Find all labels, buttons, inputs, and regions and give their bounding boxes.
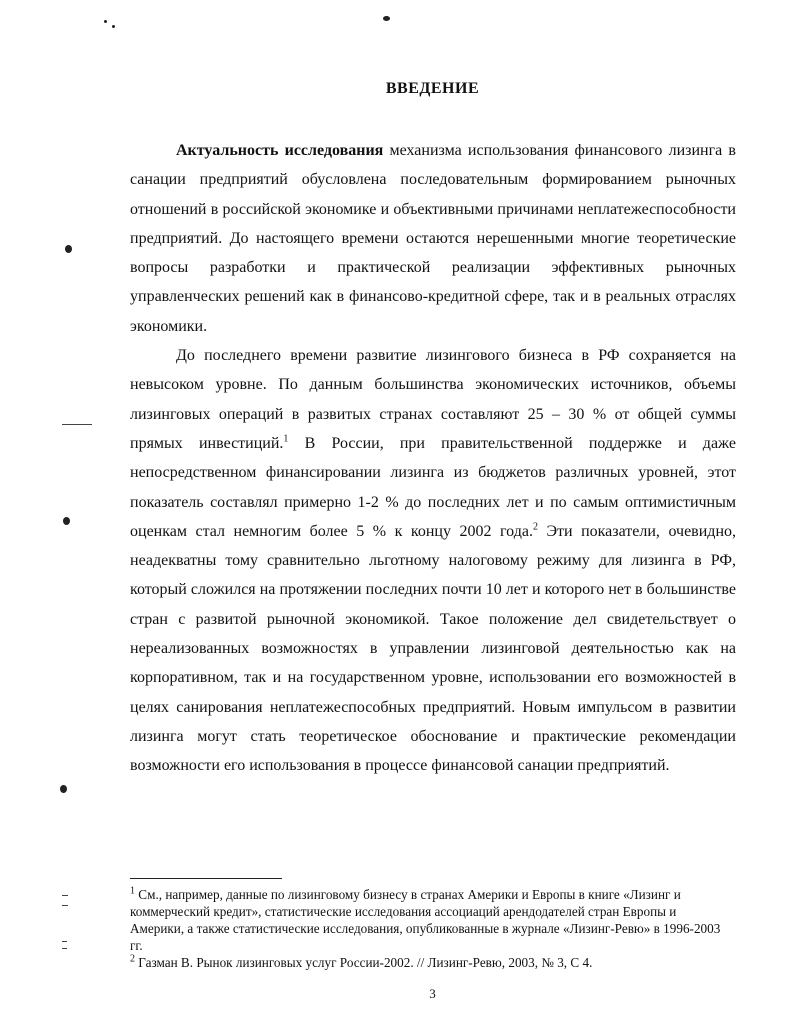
footnote-text: См., например, данные по лизинговому бизнесу в странах Америки и Европы в книге «Лизинг и коммерческий кредит», статистические исследования ассоциаций арендодателей стран Европы и Америки, а также статистические исследования, опубликованные в журнале «Лизинг-Ревю» в 1996-2003 гг. [130,887,721,953]
paragraph-1-lead: Актуальность исследования [176,142,384,159]
section-heading: ВВЕДЕНИЕ [385,80,480,97]
footnote-ref-1[interactable]: 1 [283,433,289,445]
scan-mark [62,941,67,942]
scan-speck [65,245,72,253]
paragraph-2 [130,341,736,780]
footnote-2 [130,954,730,971]
scan-speck [104,20,107,23]
paragraph-2-part-1: До последнего времени развитие лизингового бизнеса в РФ сохраняется на невысоком уровне. По данным большинства экономических источников, объемы лизинговых операций в развитых странах составляют 25 – 30 % от общей суммы прямых инвестиций. [130,347,736,452]
footnote-mark: 1 [130,885,135,897]
scan-speck [112,25,115,28]
footnotes [130,886,730,971]
footnote-1 [130,886,730,954]
scan-mark [62,895,68,896]
page-number: 3 [429,986,436,1001]
footnote-mark: 2 [130,953,135,965]
scan-mark [62,905,68,906]
scan-mark [62,948,67,949]
footnote-text: Газман В. Рынок лизинговых услуг России-2002. // Лизинг-Ревю, 2003, № 3, С 4. [135,955,593,970]
paragraph-2-part-3: Эти показатели, очевидно, неадекватны тому сравнительно льготному налоговому режиму для лизинга в РФ, который сложился на протяжении последних почти 10 лет и которого нет в большинстве стран с развитой рыночной экономикой. Такое положение дел свидетельствует о нереализованных возможностях в управлении лизинговой деятельностью как на корпоративном, так и на государственном уровне, использовании его возможностей в целях санирования неплатежеспособных предприятий. Новым импульсом в развитии лизинга могут стать теоретическое обоснование и практические рекомендации возможности его использования в процессе финансовой санации предприятий. [130,522,737,775]
scan-speck [383,16,390,21]
scan-speck [63,517,70,525]
main-text [130,136,736,781]
footnote-ref-2[interactable]: 2 [532,521,538,533]
paragraph-1-text: механизма использования финансового лизинга в санации предприятий обусловлена последовательным формированием рыночных отношений в российской экономике и объективными причинами неплатежеспособности предприятий. До настоящего времени остаются нерешенными многие теоретические вопросы разработки и практической реализации эффективных рыночных управленческих решений как в финансово-кредитной сфере, так и в реальных отраслях экономики. [130,142,736,335]
paragraph-2-part-2: В России, при правительственной поддержке и даже непосредственном финансировании лизинга из бюджетов различных уровней, этот показатель составлял примерно 1-2 % до последних лет и по самым оптимистичным оценкам стал немногим более 5 % к концу 2002 года. [130,434,736,540]
scan-speck [60,785,67,793]
paragraph-1 [130,136,736,341]
scan-mark [62,424,92,425]
footnote-divider [130,878,282,879]
